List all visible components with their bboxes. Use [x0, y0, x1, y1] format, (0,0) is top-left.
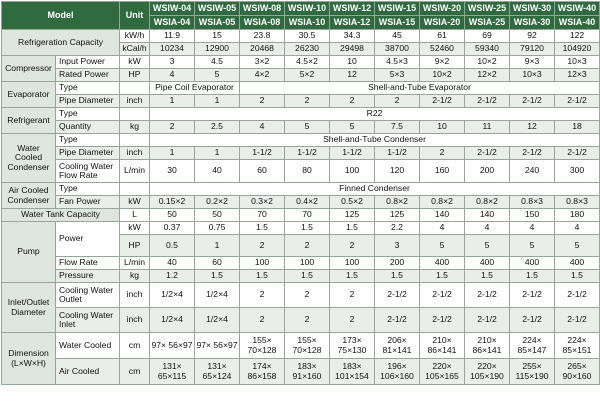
- value-cell: 0.8×3: [510, 196, 555, 209]
- value-cell: 5: [330, 121, 375, 134]
- row-label: Type: [56, 108, 120, 121]
- value-cell: 2-1/2: [375, 283, 420, 308]
- value-cell: 210× 86×141: [465, 333, 510, 359]
- value-cell: 400: [420, 257, 465, 270]
- unit-cell: inch: [120, 308, 150, 333]
- value-cell: 12: [330, 69, 375, 82]
- value-cell: 1-1/2: [285, 147, 330, 160]
- value-cell: 1.5: [555, 270, 600, 283]
- unit-cell: [120, 183, 150, 196]
- model-name: WSIW-08: [240, 2, 285, 16]
- value-cell: 0.8×2: [420, 196, 465, 209]
- value-cell: 180: [555, 209, 600, 222]
- row-label: Water Cooled: [56, 333, 120, 359]
- value-cell: 2: [375, 95, 420, 108]
- value-cell: 400: [555, 257, 600, 270]
- value-cell: 2-1/2: [420, 308, 465, 333]
- value-cell: 18: [555, 121, 600, 134]
- air-cooled-condenser-label: Air Cooled Condenser: [2, 183, 56, 209]
- row-label: Pressure: [56, 270, 120, 283]
- value-cell: 2: [285, 235, 330, 257]
- table-row: [2, 134, 600, 147]
- row-label: Cooling Water Inlet: [56, 308, 120, 333]
- value-cell: 100: [330, 257, 375, 270]
- water-tank-label: Water Tank Capacity: [2, 209, 120, 222]
- value-cell: 0.3×2: [240, 196, 285, 209]
- value-cell: 1.5: [285, 222, 330, 235]
- value-cell: 10×2: [420, 69, 465, 82]
- value-cell: 5: [195, 69, 240, 82]
- value-cell: 9×3: [510, 56, 555, 69]
- model-name: WSIA-15: [375, 16, 420, 30]
- value-cell: 4: [510, 222, 555, 235]
- value-cell: 12×2: [465, 69, 510, 82]
- refrigerant-label: Refrigerant: [2, 108, 56, 134]
- table-row: [2, 30, 600, 43]
- value-cell: 0.5: [150, 235, 195, 257]
- value-cell: 2-1/2: [420, 95, 465, 108]
- table-row: [2, 257, 600, 270]
- value-cell: 4: [465, 222, 510, 235]
- table-row: [2, 359, 600, 385]
- value-cell: 23.8: [240, 30, 285, 43]
- value-cell: 224× 85×151: [555, 333, 600, 359]
- value-cell: 400: [465, 257, 510, 270]
- value-cell: 5: [285, 121, 330, 134]
- value-cell: 131× 65×115: [150, 359, 195, 385]
- unit-cell: L: [120, 209, 150, 222]
- value-cell: 2-1/2: [555, 147, 600, 160]
- model-header: Model: [2, 2, 120, 30]
- value-cell: 1: [150, 147, 195, 160]
- table-row: [2, 283, 600, 308]
- value-cell: 1: [195, 147, 240, 160]
- value-cell: 40: [195, 160, 240, 183]
- unit-cell: cm: [120, 333, 150, 359]
- value-cell: 2-1/2: [510, 147, 555, 160]
- row-label: Quantity: [56, 121, 120, 134]
- table-row: [2, 121, 600, 134]
- value-cell: 4.5×2: [285, 56, 330, 69]
- value-cell: 155× 70×128: [285, 333, 330, 359]
- value-cell: 79120: [510, 43, 555, 56]
- value-cell: 30.5: [285, 30, 330, 43]
- table-row: [2, 308, 600, 333]
- value-cell: 206× 81×141: [375, 333, 420, 359]
- row-label: Rated Power: [56, 69, 120, 82]
- value-cell: 92: [510, 30, 555, 43]
- value-cell: 70: [285, 209, 330, 222]
- value-cell: 1-1/2: [375, 147, 420, 160]
- model-name: WSIA-20: [420, 16, 465, 30]
- value-cell: 1.5: [195, 270, 240, 283]
- value-cell: 155× 70×128: [240, 333, 285, 359]
- value-cell: 9×2: [420, 56, 465, 69]
- condenser-type: Shell-and-Tube Condenser: [150, 134, 600, 147]
- table-row: [2, 147, 600, 160]
- model-name: WSIA-08: [240, 16, 285, 30]
- value-cell: 1-1/2: [330, 147, 375, 160]
- row-label: Fan Power: [56, 196, 120, 209]
- value-cell: 69: [465, 30, 510, 43]
- row-label: Type: [56, 134, 120, 147]
- value-cell: 10×3: [555, 56, 600, 69]
- value-cell: 174× 86×158: [240, 359, 285, 385]
- table-row: [2, 95, 600, 108]
- value-cell: 183× 101×154: [330, 359, 375, 385]
- model-name: WSIA-40: [555, 16, 600, 30]
- value-cell: 12×3: [555, 69, 600, 82]
- value-cell: 2-1/2: [465, 283, 510, 308]
- unit-cell: kW: [120, 56, 150, 69]
- value-cell: 26230: [285, 43, 330, 56]
- row-label: Type: [56, 183, 120, 196]
- value-cell: 2-1/2: [375, 308, 420, 333]
- value-cell: 3×2: [240, 56, 285, 69]
- value-cell: 2: [420, 147, 465, 160]
- value-cell: 1: [150, 95, 195, 108]
- value-cell: 97× 56×97: [195, 333, 240, 359]
- value-cell: 173× 75×130: [330, 333, 375, 359]
- value-cell: 10: [420, 121, 465, 134]
- table-row: [2, 160, 600, 183]
- model-name: WSIW-04: [150, 2, 195, 16]
- table-row: [2, 183, 600, 196]
- value-cell: 59340: [465, 43, 510, 56]
- row-label: Power: [56, 222, 120, 257]
- value-cell: 12: [510, 121, 555, 134]
- value-cell: 1/2×4: [150, 308, 195, 333]
- value-cell: 2-1/2: [555, 308, 600, 333]
- value-cell: 220× 105×165: [420, 359, 465, 385]
- model-name: WSIA-25: [465, 16, 510, 30]
- value-cell: 30: [150, 160, 195, 183]
- value-cell: 240: [510, 160, 555, 183]
- value-cell: 7.5: [375, 121, 420, 134]
- table-row: [2, 196, 600, 209]
- value-cell: 2-1/2: [555, 95, 600, 108]
- value-cell: 160: [420, 160, 465, 183]
- value-cell: 1.5: [240, 270, 285, 283]
- value-cell: 2-1/2: [510, 95, 555, 108]
- value-cell: 2-1/2: [465, 95, 510, 108]
- table-row: [2, 56, 600, 69]
- row-label: Cooling Water Outlet: [56, 283, 120, 308]
- refrigerant-type: R22: [150, 108, 600, 121]
- value-cell: 11: [465, 121, 510, 134]
- value-cell: 0.5×2: [330, 196, 375, 209]
- value-cell: 5: [510, 235, 555, 257]
- value-cell: 2.2: [375, 222, 420, 235]
- value-cell: 1.5: [330, 270, 375, 283]
- value-cell: 5: [555, 235, 600, 257]
- value-cell: 12900: [195, 43, 240, 56]
- value-cell: 2-1/2: [510, 283, 555, 308]
- value-cell: 131× 65×124: [195, 359, 240, 385]
- value-cell: 4.5: [195, 56, 240, 69]
- value-cell: 140: [465, 209, 510, 222]
- value-cell: 4.5×3: [375, 56, 420, 69]
- value-cell: 200: [375, 257, 420, 270]
- value-cell: 1.5: [465, 270, 510, 283]
- value-cell: 300: [555, 160, 600, 183]
- evaporator-type-a: Pipe Coil Evaporator: [150, 82, 240, 95]
- value-cell: 20468: [240, 43, 285, 56]
- value-cell: 70: [240, 209, 285, 222]
- model-name: WSIA-10: [285, 16, 330, 30]
- value-cell: 1.5: [375, 270, 420, 283]
- model-name: WSIW-12: [330, 2, 375, 16]
- value-cell: 60: [195, 257, 240, 270]
- unit-cell: cm: [120, 359, 150, 385]
- value-cell: 38700: [375, 43, 420, 56]
- value-cell: 183× 91×160: [285, 359, 330, 385]
- row-label: Input Power: [56, 56, 120, 69]
- value-cell: 4: [240, 121, 285, 134]
- value-cell: 1.5: [240, 222, 285, 235]
- row-label: Cooling Water Flow Rate: [56, 160, 120, 183]
- value-cell: 0.8×3: [555, 196, 600, 209]
- unit-cell: L/min: [120, 257, 150, 270]
- row-label: Pipe Diameter: [56, 95, 120, 108]
- unit-cell: inch: [120, 95, 150, 108]
- model-name: WSIW-10: [285, 2, 330, 16]
- value-cell: 10×3: [510, 69, 555, 82]
- value-cell: 196× 106×160: [375, 359, 420, 385]
- value-cell: 2: [330, 308, 375, 333]
- value-cell: 2-1/2: [555, 283, 600, 308]
- value-cell: 255× 115×190: [510, 359, 555, 385]
- row-label: Pipe Diameter: [56, 147, 120, 160]
- air-condenser-type: Finned Condenser: [150, 183, 600, 196]
- value-cell: 5: [465, 235, 510, 257]
- value-cell: 52460: [420, 43, 465, 56]
- value-cell: 140: [420, 209, 465, 222]
- pump-label: Pump: [2, 222, 56, 283]
- value-cell: 2-1/2: [510, 308, 555, 333]
- unit-cell: kCal/h: [120, 43, 150, 56]
- value-cell: 1/2×4: [195, 308, 240, 333]
- value-cell: 4: [150, 69, 195, 82]
- value-cell: 2: [285, 283, 330, 308]
- value-cell: 400: [510, 257, 555, 270]
- unit-cell: kg: [120, 121, 150, 134]
- unit-cell: [120, 134, 150, 147]
- value-cell: 15: [195, 30, 240, 43]
- value-cell: 0.37: [150, 222, 195, 235]
- table-row: [2, 222, 600, 235]
- value-cell: 122: [555, 30, 600, 43]
- table-row: [2, 209, 600, 222]
- value-cell: 100: [240, 257, 285, 270]
- value-cell: 45: [375, 30, 420, 43]
- model-name: WSIW-25: [465, 2, 510, 16]
- unit-cell: inch: [120, 283, 150, 308]
- value-cell: 0.2×2: [195, 196, 240, 209]
- value-cell: 1/2×4: [195, 283, 240, 308]
- value-cell: 1.5: [330, 222, 375, 235]
- row-label: Air Cooled: [56, 359, 120, 385]
- value-cell: 4: [555, 222, 600, 235]
- model-name: WSIA-30: [510, 16, 555, 30]
- evaporator-label: Evaporator: [2, 82, 56, 108]
- value-cell: 220× 105×190: [465, 359, 510, 385]
- row-label: Flow Rate: [56, 257, 120, 270]
- value-cell: 120: [375, 160, 420, 183]
- value-cell: 100: [330, 160, 375, 183]
- table-row: [2, 82, 600, 95]
- value-cell: 2-1/2: [420, 283, 465, 308]
- unit-cell: inch: [120, 147, 150, 160]
- unit-cell: L/min: [120, 160, 150, 183]
- value-cell: 2: [240, 235, 285, 257]
- compressor-label: Compressor: [2, 56, 56, 82]
- value-cell: 1.5: [285, 270, 330, 283]
- value-cell: 2: [330, 95, 375, 108]
- value-cell: 0.8×2: [375, 196, 420, 209]
- model-name: WSIW-40: [555, 2, 600, 16]
- value-cell: 1.2: [150, 270, 195, 283]
- table-row: [2, 270, 600, 283]
- value-cell: 150: [510, 209, 555, 222]
- value-cell: 1: [195, 235, 240, 257]
- value-cell: 4: [420, 222, 465, 235]
- model-name: WSIA-05: [195, 16, 240, 30]
- spec-table: [1, 1, 600, 385]
- value-cell: 80: [285, 160, 330, 183]
- refrigeration-capacity-label: Refrigeration Capacity: [2, 30, 120, 56]
- dimension-label: Dimension (L×W×H): [2, 333, 56, 385]
- value-cell: 1/2×4: [150, 283, 195, 308]
- value-cell: 0.8×2: [465, 196, 510, 209]
- value-cell: 11.9: [150, 30, 195, 43]
- unit-cell: HP: [120, 69, 150, 82]
- value-cell: 34.3: [330, 30, 375, 43]
- value-cell: 1.5: [510, 270, 555, 283]
- value-cell: 2: [150, 121, 195, 134]
- value-cell: 5×2: [285, 69, 330, 82]
- model-name: WSIW-15: [375, 2, 420, 16]
- table-row: [2, 108, 600, 121]
- value-cell: 97× 56×97: [150, 333, 195, 359]
- value-cell: 10234: [150, 43, 195, 56]
- value-cell: 0.15×2: [150, 196, 195, 209]
- value-cell: 50: [150, 209, 195, 222]
- value-cell: 10: [330, 56, 375, 69]
- unit-cell: [120, 108, 150, 121]
- value-cell: 5×3: [375, 69, 420, 82]
- value-cell: 40: [150, 257, 195, 270]
- row-label: Type: [56, 82, 120, 95]
- value-cell: 2: [330, 235, 375, 257]
- value-cell: 2: [330, 283, 375, 308]
- value-cell: 200: [465, 160, 510, 183]
- value-cell: 2: [240, 283, 285, 308]
- value-cell: 224× 85×147: [510, 333, 555, 359]
- value-cell: 4×2: [240, 69, 285, 82]
- unit-cell: HP: [120, 235, 150, 257]
- value-cell: 125: [375, 209, 420, 222]
- unit-cell: kW: [120, 196, 150, 209]
- unit-header: Unit: [120, 2, 150, 30]
- value-cell: 1: [195, 95, 240, 108]
- value-cell: 2: [240, 308, 285, 333]
- unit-cell: [120, 82, 150, 95]
- value-cell: 2-1/2: [465, 308, 510, 333]
- value-cell: 5: [420, 235, 465, 257]
- value-cell: 3: [150, 56, 195, 69]
- water-cooled-condenser-label: Water Cooled Condenser: [2, 134, 56, 183]
- value-cell: 1.5: [420, 270, 465, 283]
- value-cell: 10×2: [465, 56, 510, 69]
- value-cell: 2: [285, 95, 330, 108]
- value-cell: 1-1/2: [240, 147, 285, 160]
- value-cell: 50: [195, 209, 240, 222]
- value-cell: 265× 90×160: [555, 359, 600, 385]
- model-name: WSIW-05: [195, 2, 240, 16]
- table-row: [2, 69, 600, 82]
- value-cell: 210× 86×141: [420, 333, 465, 359]
- value-cell: 61: [420, 30, 465, 43]
- value-cell: 2.5: [195, 121, 240, 134]
- model-name: WSIW-30: [510, 2, 555, 16]
- value-cell: 2: [240, 95, 285, 108]
- evaporator-type-b: Shell-and-Tube Evaporator: [240, 82, 600, 95]
- value-cell: 125: [330, 209, 375, 222]
- model-name: WSIA-04: [150, 16, 195, 30]
- value-cell: 29498: [330, 43, 375, 56]
- model-name: WSIW-20: [420, 2, 465, 16]
- value-cell: 2: [285, 308, 330, 333]
- value-cell: 0.4×2: [285, 196, 330, 209]
- value-cell: 100: [285, 257, 330, 270]
- unit-cell: kW/h: [120, 30, 150, 43]
- model-name: WSIA-12: [330, 16, 375, 30]
- value-cell: 0.75: [195, 222, 240, 235]
- value-cell: 60: [240, 160, 285, 183]
- inlet-outlet-label: Inlet/Outlet Diameter: [2, 283, 56, 333]
- value-cell: 3: [375, 235, 420, 257]
- value-cell: 104920: [555, 43, 600, 56]
- table-row: [2, 333, 600, 359]
- value-cell: 2-1/2: [465, 147, 510, 160]
- unit-cell: kW: [120, 222, 150, 235]
- unit-cell: kg: [120, 270, 150, 283]
